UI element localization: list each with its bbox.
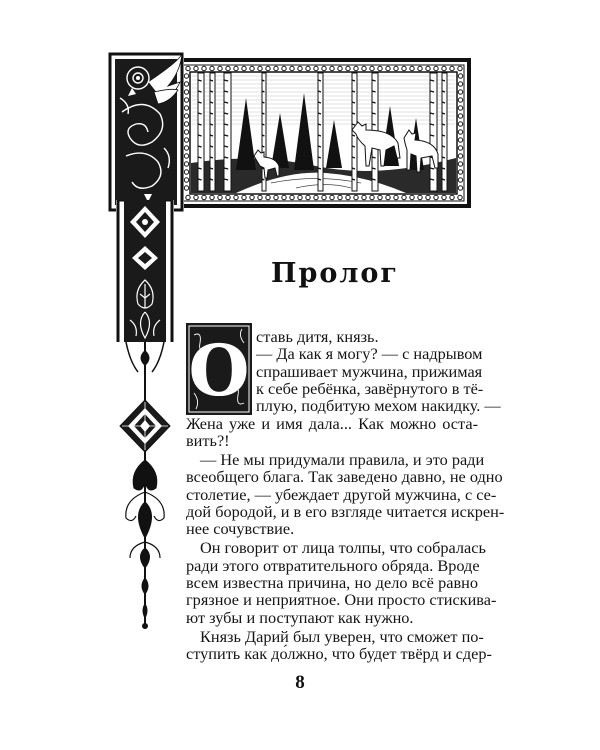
text-line: нее сочувствие. xyxy=(186,519,295,538)
text-line: спрашивает мужчина, прижимая xyxy=(256,362,483,381)
page-number: 8 xyxy=(295,672,305,693)
text-line: всем известна причина, но дело всё равно xyxy=(186,573,478,592)
text-line: плую, подбитую мехом накидку. — xyxy=(256,396,501,415)
text-line: ради этого отвратительного обряда. Вроде xyxy=(186,556,480,575)
text-line: ступить как до́лжно, что будет твёрд и сдер- xyxy=(186,644,492,663)
text-line: Жена уже и имя дала... Как можно оста- xyxy=(186,414,478,433)
drop-cap xyxy=(186,323,252,415)
text-line: Князь Дарий был уверен, что сможет по- xyxy=(200,627,484,646)
text-line: Он говорит от лица толпы, что собралась xyxy=(200,538,486,557)
text-line: грязное и неприятное. Они просто стискива- xyxy=(186,590,497,609)
text-line: столетие, — убеждает другой мужчина, с се- xyxy=(186,485,497,504)
pendant-ornament xyxy=(116,342,174,632)
text-line: — Да как я могу? — с надрывом xyxy=(256,344,483,363)
drop-cap-letter: О xyxy=(188,329,250,412)
text-line: ют зубы и поступают как нужно. xyxy=(186,608,414,627)
forest-illustration xyxy=(176,58,471,208)
text-line: вить?! xyxy=(186,431,230,450)
text-line: к себе ребёнка, завёрнутого в тё- xyxy=(256,379,484,398)
text-line: — Не мы придумали правила, и это ради xyxy=(200,450,485,469)
left-ornamental-border xyxy=(116,200,174,346)
chapter-title: Пролог xyxy=(271,258,399,289)
text-line: ставь дитя, князь. xyxy=(256,327,379,346)
text-line: дой бородой, и в его взгляде читается искрен- xyxy=(186,502,505,521)
text-line: всеобщего блага. Так заведено давно, не одно xyxy=(186,467,503,486)
griffin-corner-ornament xyxy=(108,52,184,212)
